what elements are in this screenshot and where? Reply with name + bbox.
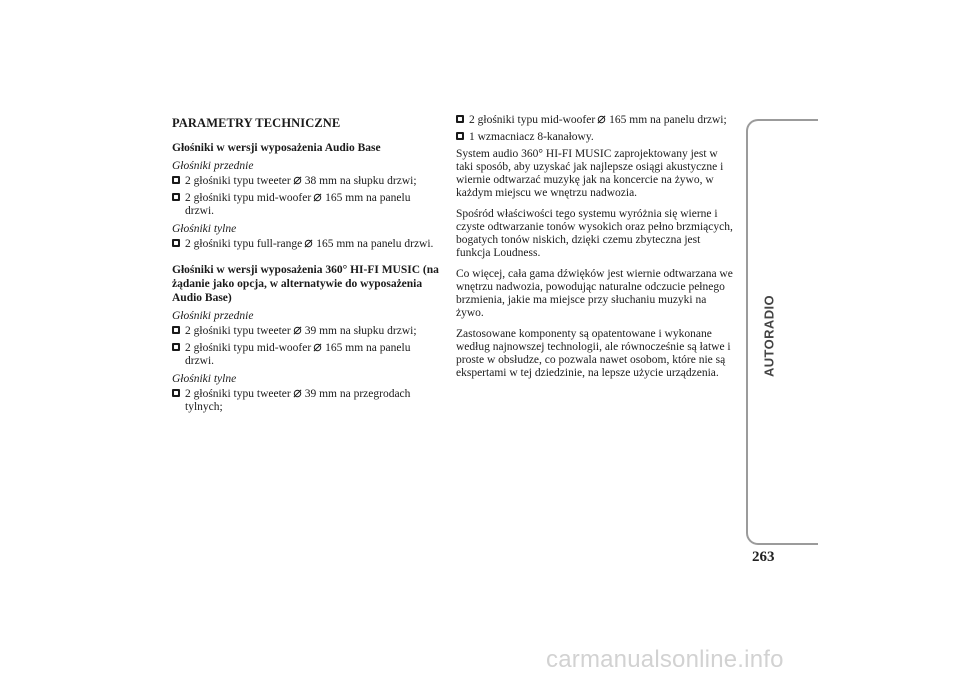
section-heading-hifi-music: Głośniki w wersji wyposażenia 360° HI-FI MUSIC (na żądanie jako opcja, w alternatywie do wyposażenia Audio Base)	[172, 264, 439, 304]
checkbox-bullet-icon	[172, 343, 180, 351]
diameter-icon	[304, 239, 313, 248]
paragraph: System audio 360° HI-FI MUSIC zaprojektowany jest w taki sposób, aby uzyskać jak najlepsze osiągi akustyczne i wiernie odtwarzać muzykę jak na koncercie na żywo, w każdym miejscu we wnętrzu nadwozia.	[456, 148, 724, 199]
diameter-icon	[313, 343, 322, 352]
section-heading-audio-base: Głośniki w wersji wyposażenia Audio Base	[172, 142, 381, 154]
list-item: 2 głośniki typu tweeter 39 mm na słupku drzwi;	[172, 325, 440, 338]
list-item: 2 głośniki typu full-range 165 mm na panelu drzwi.	[172, 238, 440, 251]
right-column	[456, 112, 736, 388]
subheading-front-speakers: Głośniki przednie	[172, 160, 254, 172]
watermark: carmanualsonline.info	[546, 646, 784, 673]
diameter-icon	[293, 326, 302, 335]
diameter-icon	[293, 389, 302, 398]
list-item: 1 wzmacniacz 8-kanałowy.	[456, 131, 736, 144]
page-title: PARAMETRY TECHNICZNE	[172, 116, 341, 130]
list-item: 2 głośniki typu mid-woofer 165 mm na panelu drzwi.	[172, 342, 440, 368]
list-item: 2 głośniki typu tweeter 39 mm na przegrodach tylnych;	[172, 388, 440, 414]
diameter-icon	[313, 193, 322, 202]
checkbox-bullet-icon	[456, 132, 464, 140]
paragraph: Co więcej, cała gama dźwięków jest wiernie odtwarzana we wnętrzu nadwozia, powodując naturalne odczucie pełnego brzmienia, jakie ma miejsce przy słuchaniu muzyki na żywo.	[456, 268, 733, 319]
page-number: 263	[752, 549, 775, 565]
subheading-rear-speakers: Głośniki tylne	[172, 223, 237, 235]
list-item: 2 głośniki typu tweeter 38 mm na słupku drzwi;	[172, 175, 440, 188]
checkbox-bullet-icon	[172, 239, 180, 247]
checkbox-bullet-icon	[172, 193, 180, 201]
list-item: 2 głośniki typu mid-woofer 165 mm na panelu drzwi.	[172, 192, 440, 218]
checkbox-bullet-icon	[172, 176, 180, 184]
list-item: 2 głośniki typu mid-woofer 165 mm na panelu drzwi;	[456, 114, 736, 127]
paragraph: Zastosowane komponenty są opatentowane i wykonane według najnowszej technologii, ale równocześnie są łatwe i proste w obsłudze, co pozwala nawet osobom, które nie są ekspertami w tej dziedzinie, na lepsze użycie urządzenia.	[456, 328, 731, 379]
checkbox-bullet-icon	[172, 389, 180, 397]
section-label: AUTORADIO	[761, 294, 777, 378]
paragraph: Spośród właściwości tego systemu wyróżnia się wierne i czyste odtwarzanie tonów wysokich oraz pełno brzmiących, bogatych tonów niskich, dzięki czemu zbyteczna jest funkcja Loudness.	[456, 208, 733, 259]
diameter-icon	[293, 176, 302, 185]
subheading-front-speakers: Głośniki przednie	[172, 310, 254, 322]
checkbox-bullet-icon	[456, 115, 464, 123]
section-tab-frame	[746, 119, 818, 545]
left-column	[172, 112, 440, 418]
subheading-rear-speakers: Głośniki tylne	[172, 373, 237, 385]
checkbox-bullet-icon	[172, 326, 180, 334]
diameter-icon	[597, 115, 606, 124]
